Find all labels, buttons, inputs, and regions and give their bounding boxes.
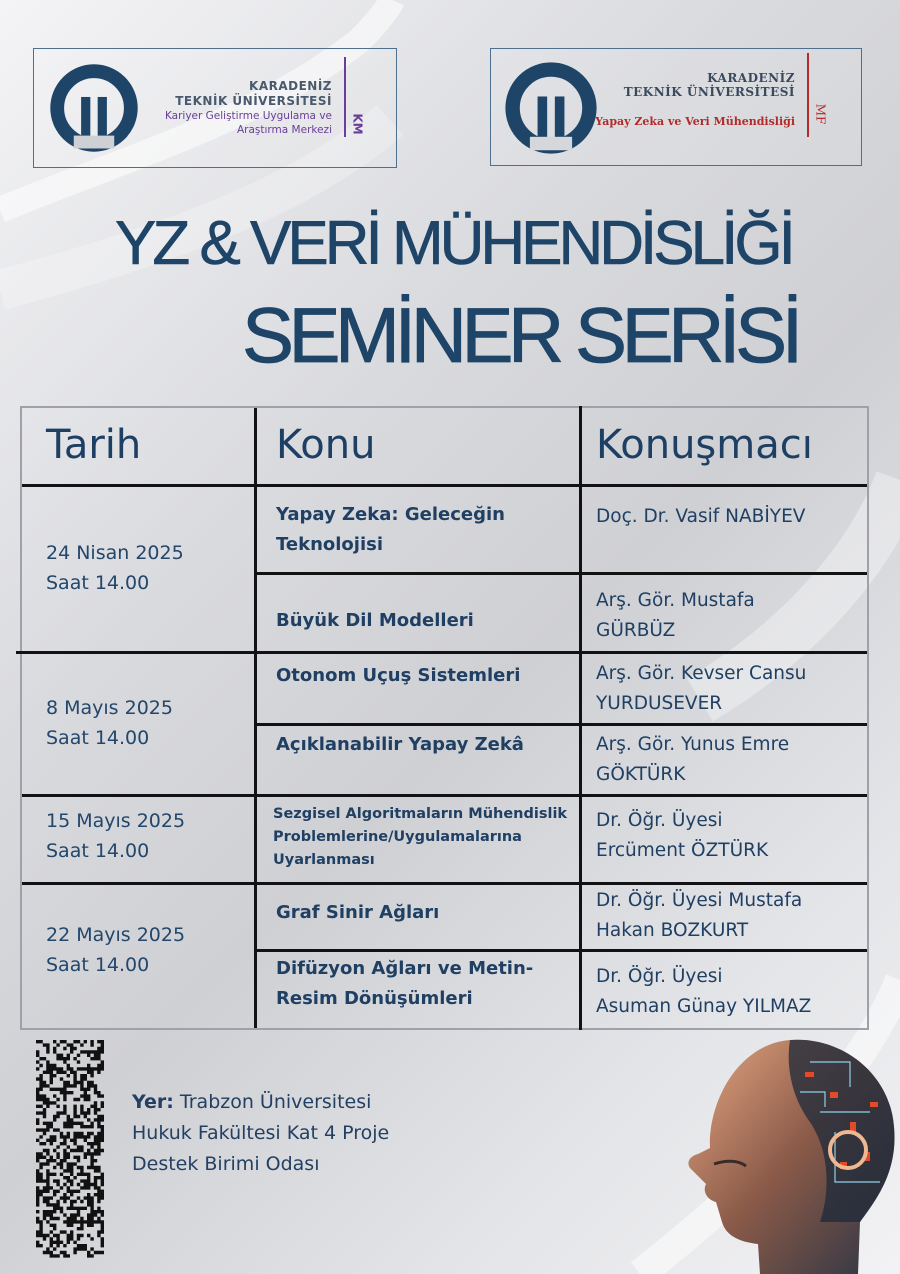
venue-label: Yer: [132, 1091, 174, 1113]
column-divider [254, 408, 257, 1028]
session-date [46, 538, 184, 598]
topic-text: Graf Sinir Ağları [276, 902, 440, 923]
date-text: 24 Nisan 2025 [46, 542, 184, 564]
topic-text: Yapay Zeka: Geleceğin [276, 504, 505, 525]
speaker-text: Arş. Gör. Mustafa [596, 590, 755, 611]
time-text: Saat 14.00 [46, 572, 150, 594]
speaker-text: Ercüment ÖZTÜRK [596, 840, 769, 861]
date-text: 8 Mayıs 2025 [46, 697, 173, 719]
speaker-text: Doç. Dr. Vasif NABİYEV [596, 506, 806, 527]
time-text: Saat 14.00 [46, 840, 150, 862]
date-text: 15 Mayıs 2025 [46, 810, 186, 832]
logo-divider [344, 57, 346, 137]
topic-text: Teknolojisi [276, 534, 384, 555]
center-name-line1: Kariyer Geliştirme Uygulama ve [164, 110, 332, 122]
header-divider [22, 484, 867, 487]
speaker-text: Dr. Öğr. Üyesi Mustafa [596, 890, 803, 911]
session-topic [276, 500, 505, 560]
ktu-ai-data-engineering-logo [490, 48, 862, 166]
header-speaker: Konuşmacı [596, 422, 813, 468]
speaker-text: YURDUSEVER [596, 693, 723, 714]
session-date [46, 920, 185, 980]
session-topic [276, 898, 439, 928]
ktu-career-center-logo [33, 48, 397, 168]
logo-tag-km: KM [350, 113, 365, 135]
session-speaker [596, 806, 768, 866]
topic-text: Otonom Uçuş Sistemleri [276, 665, 521, 686]
topic-text: Problemlerine/Uygulamalarına [273, 829, 522, 845]
topic-text: Açıklanabilir Yapay Zekâ [276, 734, 524, 755]
session-speaker [596, 730, 789, 790]
venue-line1: Trabzon Üniversitesi [179, 1091, 372, 1113]
session-topic [276, 954, 533, 1014]
university-name-line1: KARADENİZ [707, 71, 795, 85]
speaker-text: Arş. Gör. Kevser Cansu [596, 663, 807, 684]
session-speaker [596, 962, 811, 1022]
session-speaker [596, 586, 755, 646]
time-text: Saat 14.00 [46, 727, 150, 749]
department-name: Yapay Zeka ve Veri Mühendisliği [595, 115, 795, 128]
date-text: 22 Mayıs 2025 [46, 924, 186, 946]
group-divider [22, 794, 867, 797]
time-text: Saat 14.00 [46, 954, 150, 976]
session-topic [273, 803, 567, 872]
session-topic [276, 730, 524, 760]
session-speaker [596, 886, 802, 946]
title-line1: YZ & VERİ MÜHENDİSLİĞİ [115, 209, 792, 278]
row-divider [255, 949, 867, 952]
speaker-text: GÖKTÜRK [596, 764, 686, 785]
venue-info [132, 1087, 389, 1180]
session-speaker [596, 502, 805, 532]
speaker-text: Dr. Öğr. Üyesi [596, 966, 723, 987]
university-name-line2: TEKNİK ÜNİVERSİTESİ [623, 85, 795, 99]
ktu-emblem-icon [48, 62, 140, 154]
speaker-text: Arş. Gör. Yunus Emre [596, 734, 790, 755]
university-name-line1: KARADENİZ [249, 79, 332, 93]
header-topic: Konu [276, 422, 376, 468]
group-divider [22, 882, 867, 885]
topic-text: Uyarlanması [273, 852, 375, 868]
seminar-schedule-table [20, 406, 869, 1030]
session-date [46, 806, 185, 866]
session-date [46, 693, 173, 753]
row-divider [255, 572, 867, 575]
title-line2: SEMİNER SERİSİ [242, 291, 798, 379]
venue-line2: Hukuk Fakültesi Kat 4 Proje [132, 1122, 390, 1144]
university-name-line2: TEKNİK ÜNİVERSİTESİ [175, 94, 332, 108]
ktu-emblem-icon [503, 60, 599, 156]
topic-text: Büyük Dil Modelleri [276, 610, 474, 631]
center-name-line2: Araştırma Merkezi [236, 124, 332, 136]
session-topic [276, 606, 474, 636]
speaker-text: Dr. Öğr. Üyesi [596, 810, 723, 831]
logo-divider [807, 53, 809, 137]
venue-line3: Destek Birimi Odası [132, 1153, 320, 1175]
session-speaker [596, 659, 806, 719]
header-date: Tarih [46, 422, 142, 468]
column-divider [579, 406, 582, 1030]
speaker-text: Asuman Günay YILMAZ [596, 996, 812, 1017]
logo-tag-mf: MF [813, 103, 828, 125]
ai-head-illustration [680, 1032, 900, 1274]
row-divider [255, 723, 867, 726]
speaker-text: Hakan BOZKURT [596, 920, 749, 941]
session-topic [276, 661, 520, 691]
qr-code [36, 1039, 104, 1258]
group-divider [16, 651, 867, 654]
speaker-text: GÜRBÜZ [596, 620, 676, 641]
topic-text: Sezgisel Algoritmaların Mühendislik [273, 806, 568, 822]
topic-text: Difüzyon Ağları ve Metin- [276, 958, 534, 979]
topic-text: Resim Dönüşümleri [276, 988, 473, 1009]
